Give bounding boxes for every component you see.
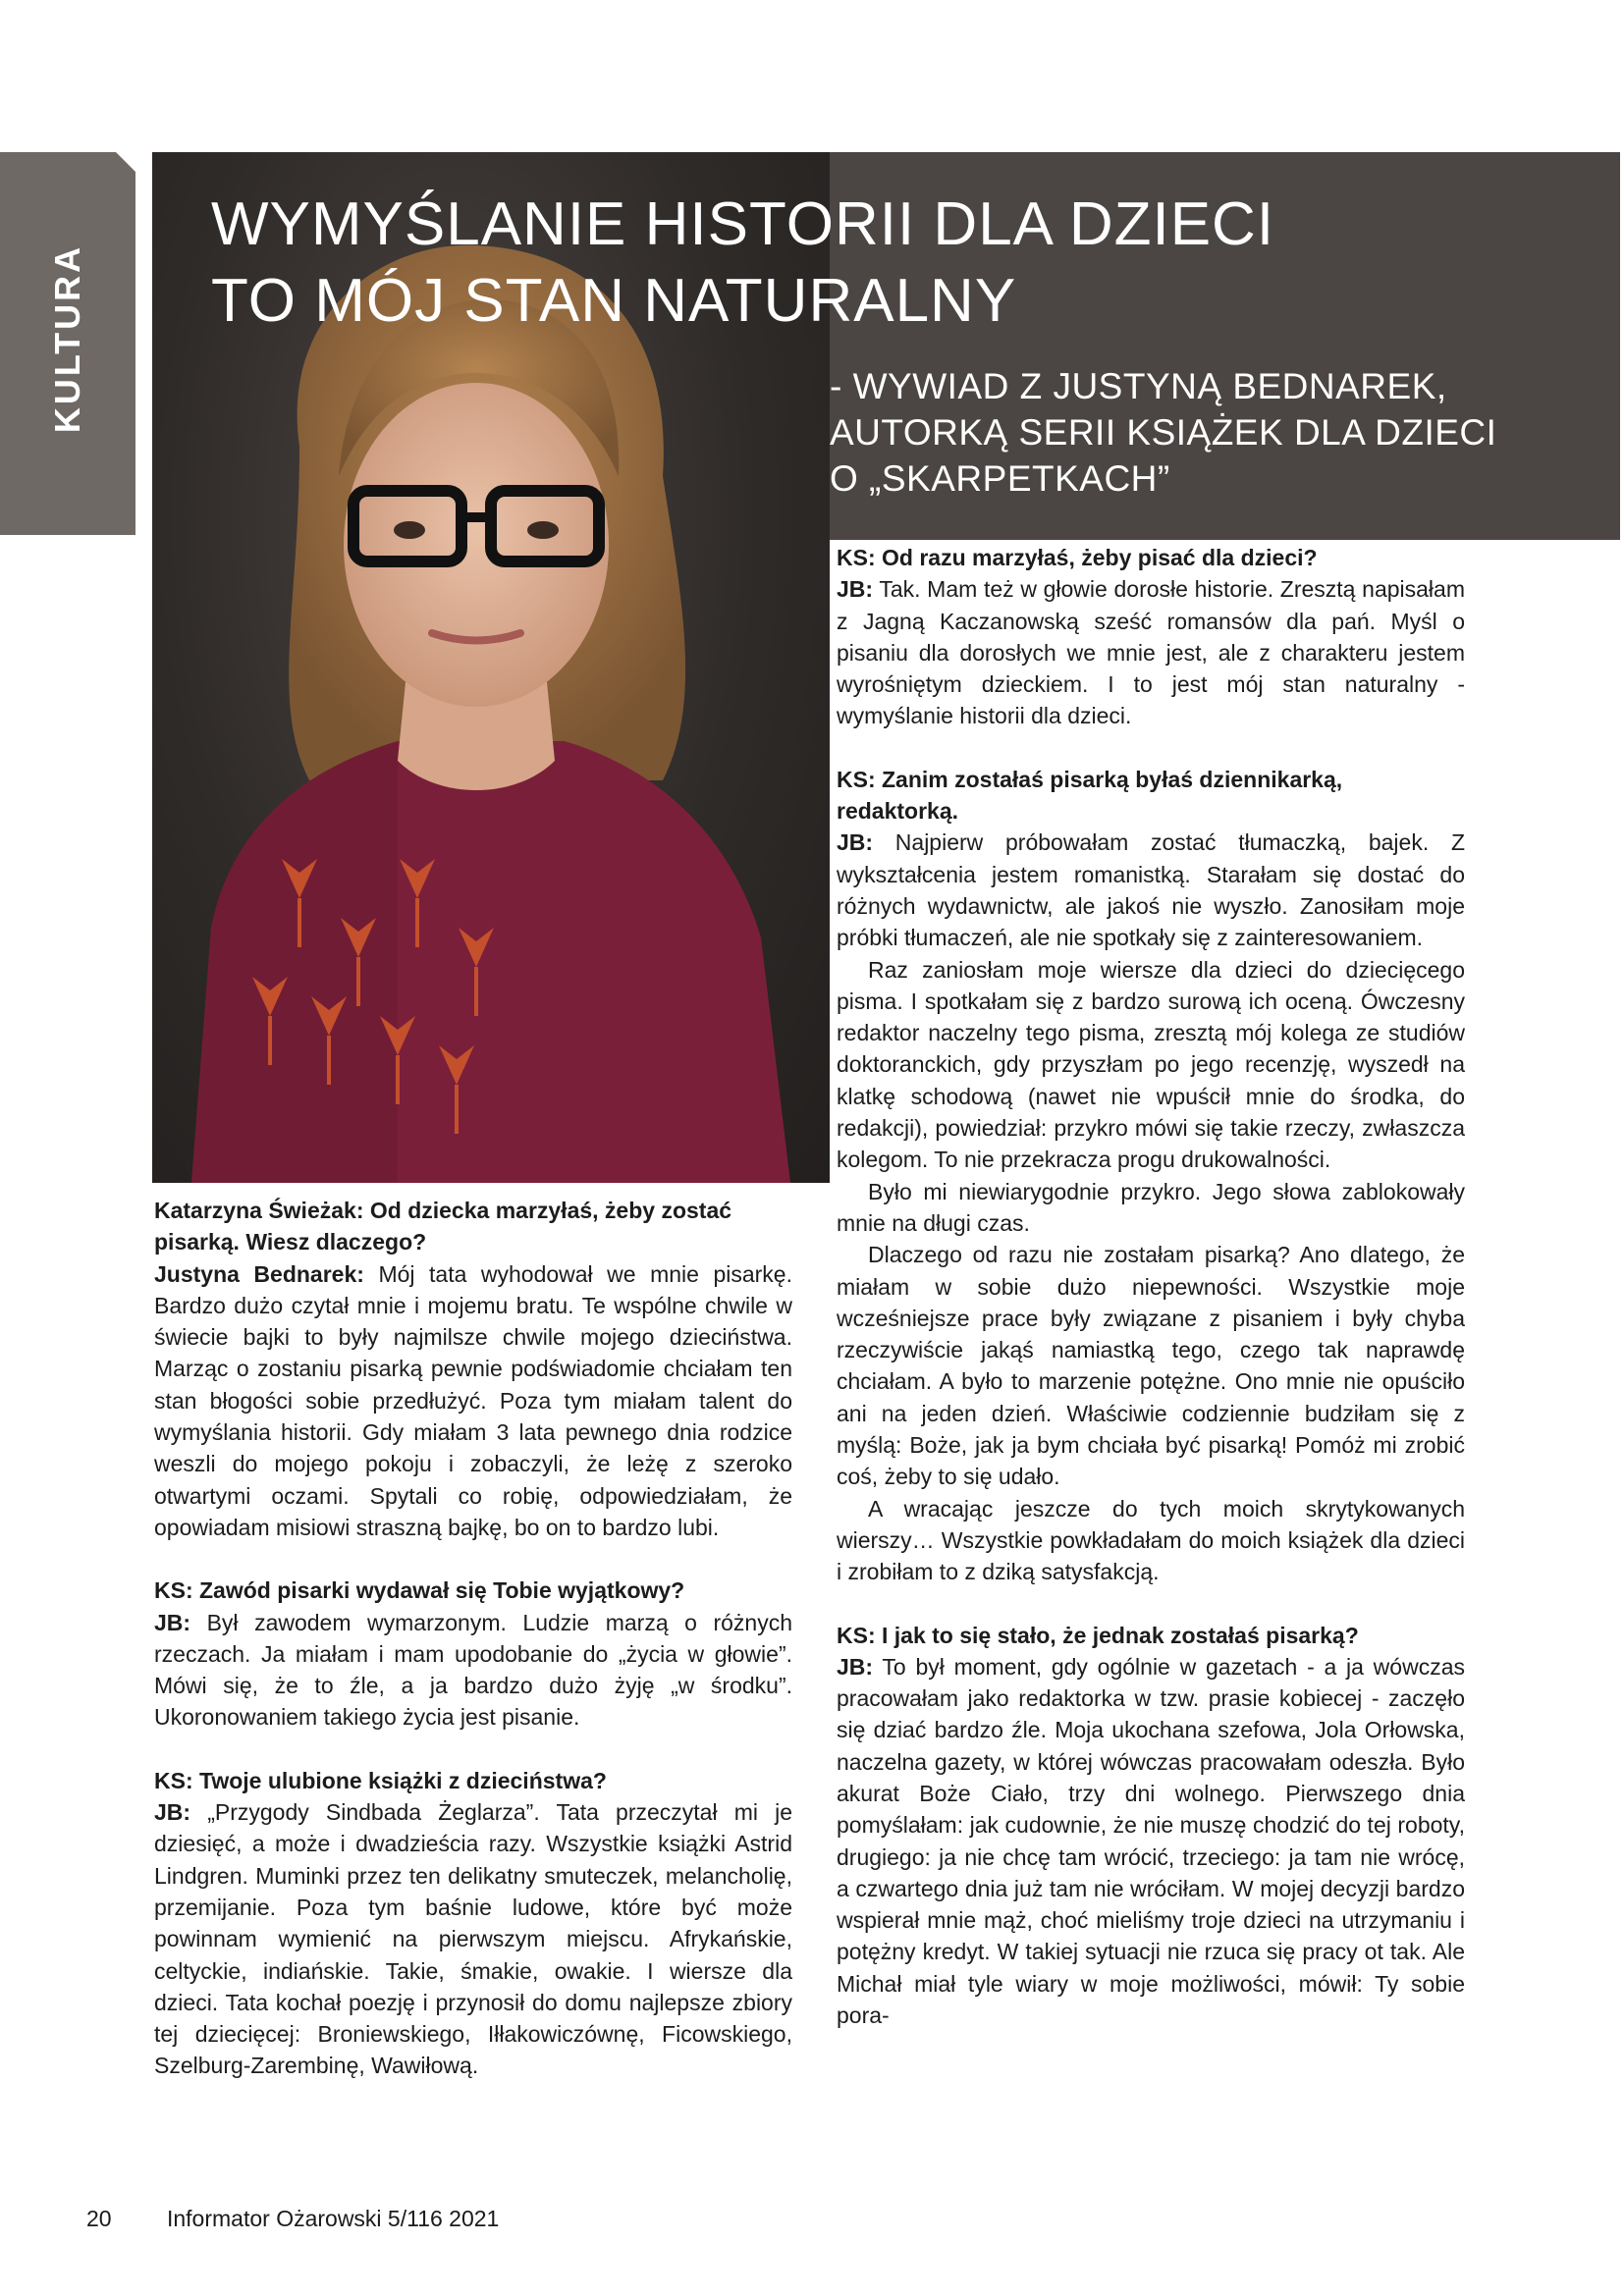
answer-text: Był zawodem wymarzonym. Ludzie marzą o różnych rzeczach. Ja miałam i mam upodobanie do „życia w głowie”. Mówi się, że to źle, a ja bardzo dużo żyję „w środku”. Ukoronowaniem takiego życia jest pisanie.	[154, 1609, 792, 1731]
interview-block	[154, 1575, 792, 1733]
headline-line: TO MÓJ STAN NATURALNY	[211, 267, 1017, 335]
speaker-label: JB:	[837, 1653, 874, 1680]
interview-answer	[837, 1651, 1465, 2032]
interview-question: KS: Zanim zostałaś pisarką byłaś dziennikarką, redaktorką.	[837, 766, 1343, 825]
answer-text: To był moment, gdy ogólnie w gazetach - a ja wówczas pracowałam jako redaktorka w tzw. prasie kobiecej - zaczęło się dziać bardzo źle. Moja ukochana szefowa, Jola Orłowska, naczelna gazety, w której wówczas pracowałam odeszła. Było akurat Boże Ciało, trzy dni wolnego. Pierwszego dnia pomyślałam: jak cudownie, że nie muszę chodzić do tej roboty, drugiego: ja nie chcę tam wrócić, trzeciego: ja tam nie wrócę, a czwartego dnia już tam nie wróciłam. W mojej decyzji bardzo wspierał mnie mąż, choć mieliśmy troje dzieci na utrzymaniu i potężny kredyt. W takiej sytuacji nie rzuca się pracy ot tak. Ale Michał miał tyle wiary w moje możliwości, mówił: Ty sobie pora-	[837, 1653, 1465, 2029]
answer-text: Tak. Mam też w głowie dorosłe historie. Zresztą napisałam z Jagną Kaczanowską sześć romansów dla pań. Myśl o pisaniu dla dorosłych we mnie jest, ale z charakteru jestem wyrośniętym dzieckiem. I to jest mój stan naturalny - wymyślanie historii dla dzieci.	[837, 576, 1465, 729]
interview-question: Katarzyna Świeżak: Od dziecka marzyłaś, żeby zostać pisarką. Wiesz dlaczego?	[154, 1198, 732, 1255]
page-footer	[86, 2206, 499, 2232]
answer-text: „Przygody Sindbada Żeglarza”. Tata przeczytał mi je dziesięć, a może i dwadzieścia razy. Wszystkie książki Astrid Lindgren. Muminki przez ten delikatny smuteczek, melancholię, przemijanie. Poza tym baśnie ludowe, które być może powinnam wymienić na pierwszym miejscu. Afrykańskie, celtyckie, indiańskie. Takie, śmakie, owakie. I wiersze dla dzieci. Tata kochał poezję i przynosił do domu najlepsze zbiory tej dziecięcej: Broniewskiego, Iłłakowiczównę, Ficowskiego, Szelburg-Zarembinę, Wawiłową.	[154, 1799, 793, 2079]
answer-paragraph: Było mi niewiarygodnie przykro. Jego słowa zablokowały mnie na długi czas.	[837, 1178, 1465, 1236]
interview-answer	[837, 573, 1465, 731]
speaker-label: JB:	[837, 576, 874, 603]
speaker-label: JB:	[154, 1799, 191, 1826]
article-headline	[211, 187, 1488, 340]
right-column	[837, 542, 1465, 2062]
interview-block	[837, 1620, 1465, 2032]
section-tab-label: KULTURA	[47, 243, 87, 434]
answer-paragraph: A wracając jeszcze do tych moich skrytykowanych wierszy… Wszystkie powkładałam do moich książek dla dzieci i zrobiłam to z dziką satysfakcją.	[837, 1495, 1465, 1585]
interview-answer	[154, 1607, 792, 1734]
speaker-label: JB:	[154, 1609, 191, 1635]
answer-text: Najpierw próbowałam zostać tłumaczką, bajek. Z wykształcenia jestem romanistką. Starałam się dostać do różnych wydawnictw, ale jakoś nie wyszło. Zanosiłam moje próbki tłumaczeń, ale nie spotkały się z zainteresowaniem.	[837, 829, 1465, 951]
interview-question: KS: Twoje ulubione książki z dzieciństwa?	[154, 1767, 607, 1793]
subheadline-line: AUTORKĄ SERII KSIĄŻEK DLA DZIECI	[830, 412, 1497, 453]
headline-line: WYMYŚLANIE HISTORII DLA DZIECI	[211, 190, 1275, 258]
interview-block	[837, 542, 1465, 732]
publication-name: Informator Ożarowski 5/116 2021	[166, 2206, 500, 2231]
interview-answer	[154, 1258, 792, 1544]
interview-block	[154, 1195, 792, 1543]
speaker-label: Justyna Bednarek:	[154, 1260, 364, 1287]
interview-question: KS: Od razu marzyłaś, żeby pisać dla dzieci?	[837, 545, 1318, 570]
answer-text: Mój tata wyhodował we mnie pisarkę. Bardzo dużo czytał mnie i mojemu bratu. Te wspólne chwile w świecie bajki to były najmilsze chwile mojego dzieciństwa. Marząc o zostaniu pisarką pewnie podświadomie chciałam ten stan błogości sobie przedłużyć. Poza tym miałam talent do wymyślania historii. Gdy miałam 3 lata pewnego dnia rodzice weszli do mojego pokoju i zobaczyli, że leżę z szeroko otwartymi oczami. Spytali co robię, odpowiedziałam, że opowiadam misiowi straszną bajkę, bo on to bardzo lubi.	[154, 1260, 792, 1540]
subheadline-line: - WYWIAD Z JUSTYNĄ BEDNAREK,	[830, 366, 1447, 406]
page-number: 20	[86, 2206, 112, 2231]
subheadline-line: O „SKARPETKACH”	[830, 458, 1170, 499]
interview-question: KS: Zawód pisarki wydawał się Tobie wyjątkowy?	[154, 1577, 685, 1604]
interview-answer	[837, 827, 1465, 953]
interview-block	[154, 1765, 792, 2082]
speaker-label: JB:	[837, 829, 874, 856]
answer-paragraph: Raz zaniosłam moje wiersze dla dzieci do dziecięcego pisma. I spotkałam się z bardzo surową ich oceną. Ówczesny redaktor naczelny tego pisma, zresztą mój kolega ze studiów doktoranckich, gdy przyszłam po jego recenzję, wyszedł na klatkę schodową (nawet nie wpuścił mnie do środka, do redakcji), powiedział: przykro mówi się takie rzeczy, zwłaszcza kolegom. To nie przekracza progu drukowalności.	[837, 956, 1465, 1173]
left-column	[154, 1195, 792, 2113]
interview-block	[837, 764, 1465, 1588]
answer-paragraph: Dlaczego od razu nie zostałam pisarką? Ano dlatego, że miałam w sobie dużo niepewności. Wszystkie moje wcześniejsze prace były związane z pisaniem i były chyba rzeczywiście jakąś namiastką tego, czego tak naprawdę chciałam. A było to marzenie potężne. Ono mnie nie opuściło ani na jeden dzień. Właściwie codziennie budziłam się z myślą: Boże, jak ja bym chciała być pisarką! Pomóż mi zrobić coś, żeby to się udało.	[837, 1242, 1465, 1490]
interview-question: KS: I jak to się stało, że jednak zostałaś pisarką?	[837, 1622, 1359, 1648]
interview-answer	[154, 1796, 792, 2082]
article-subheadline	[830, 363, 1615, 502]
